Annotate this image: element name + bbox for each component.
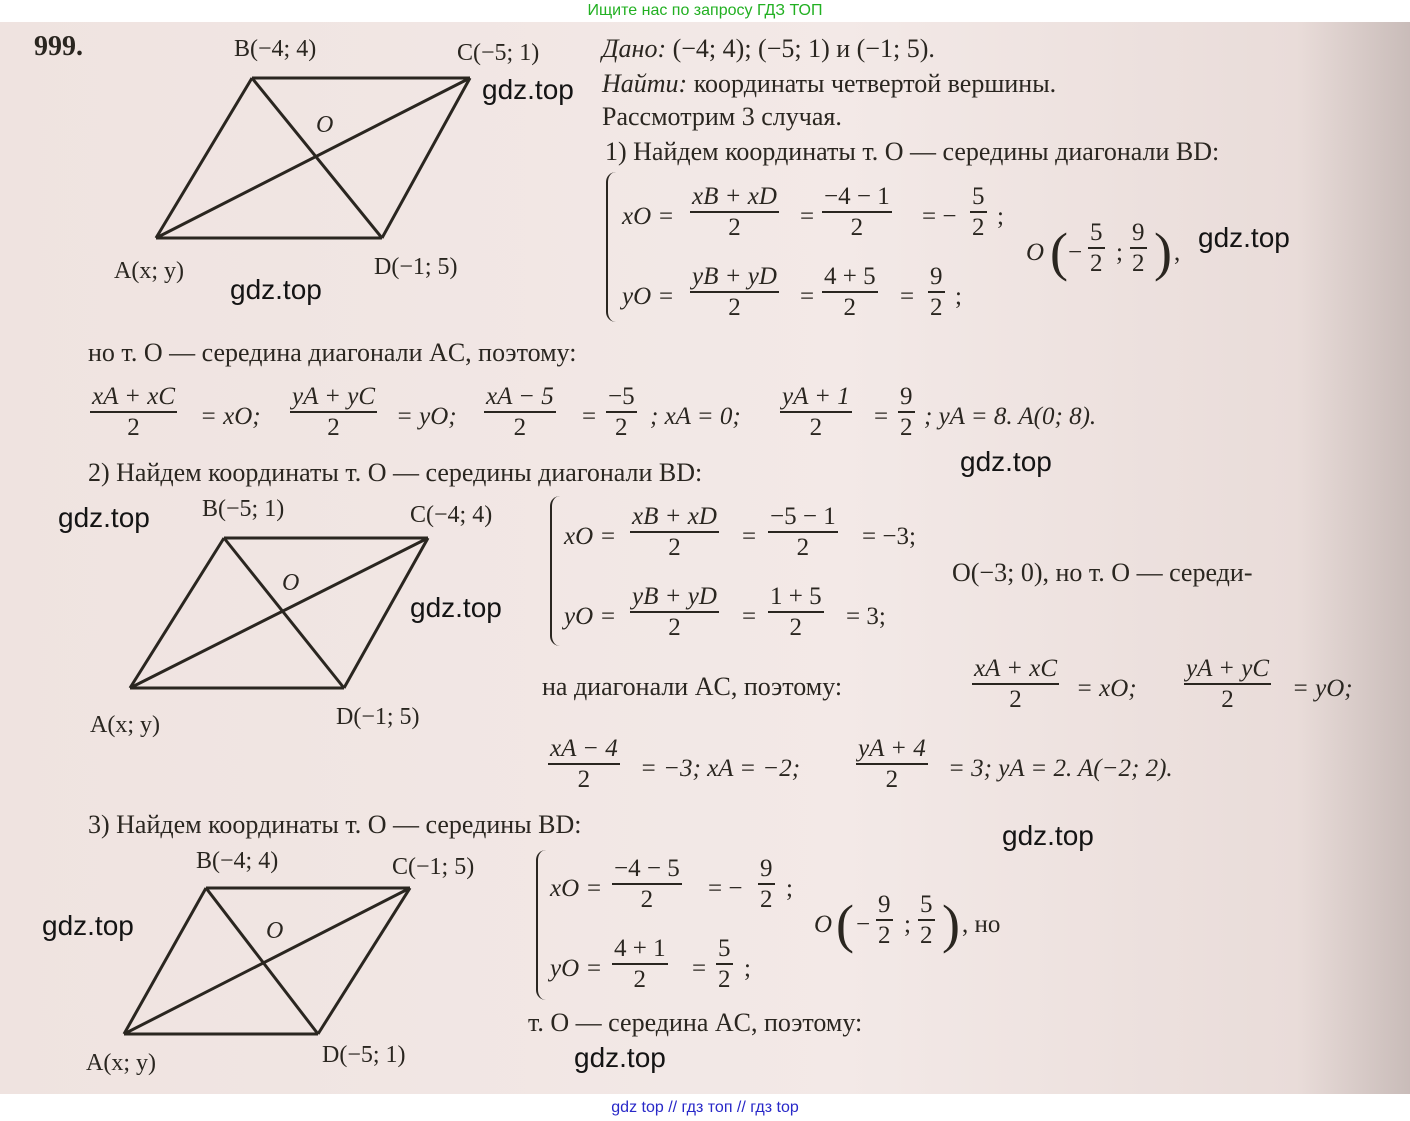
watermark-8: gdz.top <box>42 910 134 941</box>
case2-f1: $\frac{xA + xC}{2}$ <box>974 655 1058 713</box>
case3-point-sep: ; <box>904 911 911 938</box>
case1-f5: $\frac{yA + 1}{2}$ <box>782 383 850 441</box>
case1-system-brace <box>606 172 616 322</box>
parallelogram-figure-3 <box>120 884 420 1044</box>
case1-f6-res: ; yA = 8. A(0; 8). <box>924 403 1097 430</box>
case1-point-y: $\frac{9}{2}$ <box>1132 219 1145 277</box>
case2-xo-frac: $\frac{xB + xD}{2}$ <box>632 503 717 561</box>
case1-paren-close: ) <box>1154 222 1172 282</box>
watermark-9: gdz.top <box>574 1042 666 1073</box>
textbook-page <box>0 22 1410 1094</box>
page-bleed <box>1240 22 1410 1094</box>
case1-but-text: но т. O — середина диагонали AC, поэтому: <box>88 338 577 367</box>
case1-yo-lhs: yO = <box>622 283 675 310</box>
case1-yo-rfrac: $\frac{9}{2}$ <box>930 263 943 321</box>
case3-xo-end: ; <box>786 875 793 902</box>
case1-point-end: , <box>1174 239 1181 266</box>
case1-f4: $\frac{-5}{2}$ <box>608 383 635 441</box>
diagonal-ac <box>124 888 410 1034</box>
case1-xo-eq: = <box>800 203 815 230</box>
case2-yo-frac: $\frac{yB + yD}{2}$ <box>632 583 717 641</box>
case2-xo-frac2: $\frac{-5 - 1}{2}$ <box>770 503 836 561</box>
case3-point-o-label: O <box>814 911 833 938</box>
case3-point-x: $\frac{9}{2}$ <box>878 891 891 949</box>
case2-system-brace <box>550 496 560 646</box>
case1-paren-open: ( <box>1050 222 1068 282</box>
case1-f3: $\frac{xA - 5}{2}$ <box>486 383 554 441</box>
case2-f1-res: = xO; <box>1076 675 1137 702</box>
case1-yo-frac2: $\frac{4 + 5}{2}$ <box>824 263 876 321</box>
problem-number: 999. <box>34 31 83 62</box>
case3-paren-open: ( <box>836 894 854 954</box>
case1-xo-lhs: xO = <box>622 203 675 230</box>
case1-heading: 1) Найдем координаты т. O — середины диагонали BD: <box>605 137 1220 166</box>
label-o2: O <box>282 570 300 596</box>
case1-f3-eq: = <box>582 403 597 430</box>
watermark-1: gdz.top <box>482 74 574 105</box>
case3-point-minus: − <box>856 911 871 938</box>
find-label: Найти: <box>602 69 688 98</box>
label-d3: D(−5; 1) <box>322 1042 406 1068</box>
case3-xo-res: = − <box>708 875 743 902</box>
case2-heading: 2) Найдем координаты т. O — середины диагонали BD: <box>88 458 703 487</box>
watermark-4: gdz.top <box>960 446 1052 477</box>
case3-yo-frac: $\frac{4 + 1}{2}$ <box>614 935 666 993</box>
top-banner: Ищите нас по запросу ГДЗ ТОП <box>0 0 1410 22</box>
watermark-3: gdz.top <box>230 274 322 305</box>
label-c3: C(−1; 5) <box>392 854 475 880</box>
diagonal-bd <box>224 538 344 688</box>
case1-xo-frac2: $\frac{-4 - 1}{2}$ <box>824 183 890 241</box>
label-o3: O <box>266 918 284 944</box>
given-text: (−4; 4); (−5; 1) и (−1; 5). <box>672 34 935 63</box>
consider-line: Рассмотрим 3 случая. <box>602 102 842 131</box>
case2-xo-res: = −3; <box>862 523 916 550</box>
diagonal-bd <box>252 78 382 238</box>
case2-f4-res: = 3; yA = 2. A(−2; 2). <box>948 755 1173 782</box>
given-line <box>602 34 935 64</box>
case3-system-brace <box>536 850 546 1000</box>
case1-f6: $\frac{9}{2}$ <box>900 383 913 441</box>
given-label: Дано: <box>602 34 667 63</box>
case3-yo-lhs: yO = <box>550 955 603 982</box>
label-d1: D(−1; 5) <box>374 254 458 280</box>
case1-point-o-label: O <box>1026 239 1045 266</box>
label-b2: B(−5; 1) <box>202 496 285 522</box>
case3-but-text: т. O — середина AC, поэтому: <box>528 1008 863 1037</box>
case3-yo-res: = <box>692 955 707 982</box>
case2-f3: $\frac{xA - 4}{2}$ <box>550 735 618 793</box>
case3-paren-close: ) <box>942 894 960 954</box>
footer-banner: gdz top // гдз топ // гдз top <box>0 1094 1410 1121</box>
case2-f4: $\frac{yA + 4}{2}$ <box>858 735 926 793</box>
case3-yo-rfrac: $\frac{5}{2}$ <box>718 935 731 993</box>
watermark-5: gdz.top <box>58 502 150 533</box>
case2-xo-lhs: xO = <box>564 523 617 550</box>
label-d2: D(−1; 5) <box>336 704 420 730</box>
case2-na-text: на диагонали AC, поэтому: <box>542 672 843 701</box>
case1-f5-eq: = <box>874 403 889 430</box>
find-line <box>602 69 1056 99</box>
case2-yo-frac2: $\frac{1 + 5}{2}$ <box>770 583 822 641</box>
case1-yo-res: = <box>900 283 915 310</box>
parallelogram-figure-2 <box>126 532 436 692</box>
label-b1: B(−4; 4) <box>234 36 317 62</box>
case2-f2-res: = yO; <box>1292 675 1353 702</box>
case3-point-end: , но <box>962 911 1001 938</box>
diagonal-ac <box>130 538 428 688</box>
watermark-7: gdz.top <box>1002 820 1094 851</box>
case1-xo-res: = − <box>922 203 957 230</box>
case1-yo-eq: = <box>800 283 815 310</box>
case1-yo-frac: $\frac{yB + yD}{2}$ <box>692 263 777 321</box>
case2-yo-mid: = <box>742 603 757 630</box>
case1-point-x: $\frac{5}{2}$ <box>1090 219 1103 277</box>
case2-yo-lhs: yO = <box>564 603 617 630</box>
watermark-2: gdz.top <box>1198 222 1290 253</box>
case1-f1-res: = xO; <box>200 403 261 430</box>
case1-yo-end: ; <box>955 283 962 310</box>
watermark-6: gdz.top <box>410 592 502 623</box>
case1-xo-end: ; <box>997 203 1004 230</box>
case3-point-y: $\frac{5}{2}$ <box>920 891 933 949</box>
case1-point-minus: − <box>1068 239 1083 266</box>
case2-f3-res: = −3; xA = −2; <box>640 755 801 782</box>
case1-f1: $\frac{xA + xC}{2}$ <box>92 383 176 441</box>
label-a1: A(x; y) <box>114 258 184 284</box>
diagonal-bd <box>206 888 318 1034</box>
case1-f4-res: ; xA = 0; <box>650 403 741 430</box>
label-b3: B(−4; 4) <box>196 848 279 874</box>
label-c1: C(−5; 1) <box>457 40 540 66</box>
case1-f2-res: = yO; <box>396 403 457 430</box>
case3-xo-frac: $\frac{-4 - 5}{2}$ <box>614 855 680 913</box>
case1-xo-frac: $\frac{xB + xD}{2}$ <box>692 183 777 241</box>
label-o1: O <box>316 112 334 138</box>
case2-point-o: O(−3; 0), но т. O — середи- <box>952 558 1253 587</box>
parallelogram-figure-1 <box>150 72 480 272</box>
case2-yo-res: = 3; <box>846 603 886 630</box>
find-text: координаты четвертой вершины. <box>693 69 1057 98</box>
case3-yo-end: ; <box>744 955 751 982</box>
label-a2: A(x; y) <box>90 712 160 738</box>
case2-f2: $\frac{yA + yC}{2}$ <box>1186 655 1270 713</box>
case3-xo-lhs: xO = <box>550 875 603 902</box>
case1-point-sep: ; <box>1116 239 1123 266</box>
label-a3: A(x; y) <box>86 1050 156 1076</box>
case1-xo-rfrac: $\frac{5}{2}$ <box>972 183 985 241</box>
case3-xo-rfrac: $\frac{9}{2}$ <box>760 855 773 913</box>
case3-heading: 3) Найдем координаты т. O — середины BD: <box>88 810 582 839</box>
case1-f2: $\frac{yA + yC}{2}$ <box>292 383 376 441</box>
case2-xo-mid: = <box>742 523 757 550</box>
label-c2: C(−4; 4) <box>410 502 493 528</box>
